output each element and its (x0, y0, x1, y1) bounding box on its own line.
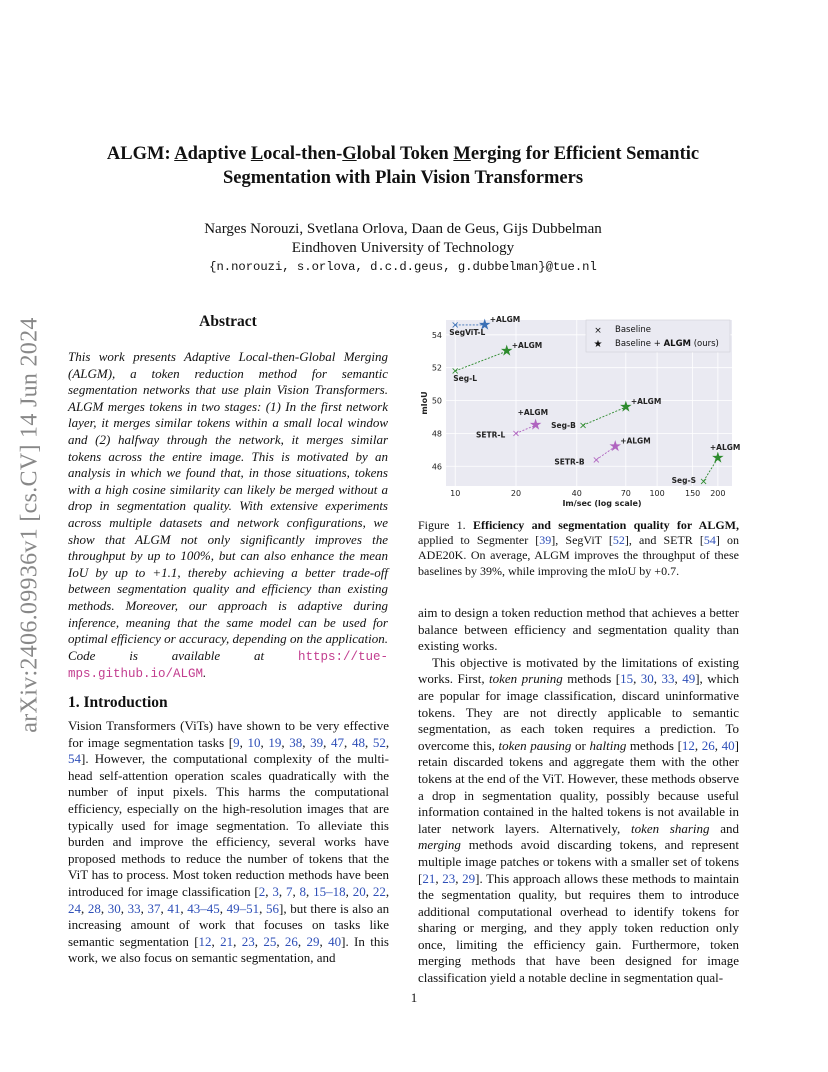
legend-baseline-label: Baseline (615, 325, 652, 335)
abstract-heading: Abstract (199, 313, 257, 330)
paper-title: ALGM: Adaptive Local-then-Global Token Merging for Efficient Semantic Segmentation with Plain Vision Transformers (106, 144, 700, 188)
baseline-point: × (451, 320, 460, 332)
baseline-label: SegViT-L (449, 327, 486, 337)
algm-point: ★ (619, 397, 633, 416)
legend-baseline-marker: × (594, 326, 602, 336)
x-tick-label: 100 (649, 489, 665, 498)
algm-point: ★ (528, 415, 543, 434)
algm-label: +ALGM (630, 397, 662, 407)
legend-algm-marker: ★ (593, 339, 603, 350)
y-tick-label: 52 (431, 363, 442, 373)
author-emails: {n.norouzi, s.orlova, d.c.d.geus, g.dubbelman}@tue.nl (209, 260, 597, 274)
abstract-text: This work presents Adaptive Local-then-Global Merging (ALGM), a token reduction method for semantic segmentation networks that use plain Vision Transformers. ALGM merges tokens in two stages: (1) In the first network layer, it merges similar tokens within a small local window and (2) halfway through the network, it merges similar tokens across the entire image. This is motivated by an analysis in which we found that, in those situations, tokens with a high cosine similarity can likely be merged without a drop in segmentation quality. With extensive experiments across multiple datasets and network configurations, we show that ALGM not only significantly improves the throughput by up to 100%, but can also enhance the mean IoU by up to +1.1, thereby achieving a better trade-off between segmentation quality and efficiency than existing methods. Moreover, our approach is adaptive during inference, meaning that the same model can be used for optimal efficiency or accuracy, depending on the application. Code is available at https://tue-mps.github.io/ALGM. (68, 349, 388, 682)
figure-caption: Figure 1. Efficiency and segmentation quality for ALGM, applied to Segmenter [39], SegViT [52], and SETR [54] on ADE20K. On average, ALGM improves the throughput of these baselines by 39%, while improving the mIoU by +0.7. (418, 518, 739, 578)
baseline-label: Seg-L (453, 373, 477, 383)
algm-point: ★ (500, 341, 514, 360)
x-tick-label: 20 (510, 489, 522, 498)
y-tick-label: 48 (431, 429, 442, 439)
baseline-point: × (699, 476, 708, 488)
x-tick-label: 150 (685, 489, 701, 498)
x-axis-label: Im/sec (log scale) (562, 499, 642, 508)
affiliation: Eindhoven University of Technology (291, 240, 515, 256)
baseline-label: SETR-L (476, 430, 506, 440)
author-names: Narges Norouzi, Svetlana Orlova, Daan de Geus, Gijs Dubbelman (204, 221, 602, 237)
algm-label: +ALGM (620, 436, 651, 446)
baseline-point: × (592, 454, 601, 466)
x-tick-label: 40 (571, 489, 582, 498)
algm-label: +ALGM (511, 341, 543, 351)
baseline-label: Seg-S (671, 476, 696, 486)
arxiv-sidebar-stamp: arXiv:2406.09936v1 [cs.CV] 14 Jun 2024 (16, 317, 43, 733)
baseline-label: Seg-B (551, 421, 576, 431)
y-tick-label: 50 (431, 396, 442, 406)
y-axis-label: mIoU (420, 391, 429, 415)
y-tick-label: 46 (431, 462, 442, 472)
baseline-point: × (578, 420, 588, 432)
baseline-point: × (451, 366, 460, 378)
x-tick-label: 10 (450, 489, 461, 498)
algm-label: +ALGM (709, 443, 741, 453)
algm-label: +ALGM (489, 314, 521, 324)
legend (586, 320, 730, 352)
efficiency-chart (412, 312, 742, 514)
algm-label: +ALGM (517, 408, 549, 418)
author-block (60, 220, 746, 258)
x-tick-label: 70 (620, 489, 631, 498)
baseline-label: SETR-B (554, 457, 585, 467)
section-heading-introduction: 1. Introduction (68, 694, 168, 711)
page-number: 1 (410, 990, 418, 1005)
introduction-text: Vision Transformers (ViTs) have shown to be very effective for image segmentation tasks [9, 10, 19, 38, 39, 47, 48, 52, 54]. However, the computational complexity of the multi-head self-attention operation scales quadratically with the number of input pixels. This harms the computational efficiency, especially on the high-resolution images that are typically used for image segmentation. To alleviate this burden and improve the efficiency, several works have proposed methods to reduce the number of tokens that the ViT has to process. Most token reduction methods have been introduced for image classification [2, 3, 7, 8, 15–18, 20, 22, 24, 28, 30, 33, 37, 41, 43–45, 49–51, 56], but there is also an increasing amount of work that focuses on tasks like semantic segmentation [12, 21, 23, 25, 26, 29, 40]. In this work, we also focus on semantic segmentation, and (68, 718, 390, 966)
y-tick-label: 54 (431, 330, 442, 340)
right-column-text: aim to design a token reduction method that achieves a better balance between efficiency and segmentation quality than existing works. This objective is motivated by the limitations of existing works. First, token pruning methods [15, 30, 33, 49], which are popular for image classification, discard uninformative tokens. They are not directly applicable to semantic segmentation, as each token requires a prediction. To overcome this, token pausing or halting methods [12, 26, 40] retain discarded tokens and aggregate them with the other tokens at the end of the ViT. However, these methods observe a drop in segmentation quality, possibly because useful information contained in the halted tokens is not available in later network layers. Alternatively, token sharing and merging methods avoid discarding tokens, and represent multiple image patches or tokens with a smaller set of tokens [21, 23, 29]. This approach allows these methods to maintain the segmentation quality, but requires them to introduce additional computational overhead to identify tokens for sharing or merging, and they apply token reduction only once, limiting the efficiency gain. Furthermore, token merging methods that have been designed for image classification yield a notable decline in segmentation qual- (418, 605, 740, 986)
baseline-point: × (511, 428, 521, 440)
algm-point: ★ (478, 315, 492, 334)
algm-point: ★ (711, 448, 725, 467)
legend-algm-label: Baseline + ALGM (ours) (615, 339, 719, 349)
algm-point: ★ (608, 437, 622, 456)
code-link[interactable]: https://tue-mps.github.io/ALGM (68, 649, 388, 682)
x-tick-label: 200 (710, 489, 726, 498)
